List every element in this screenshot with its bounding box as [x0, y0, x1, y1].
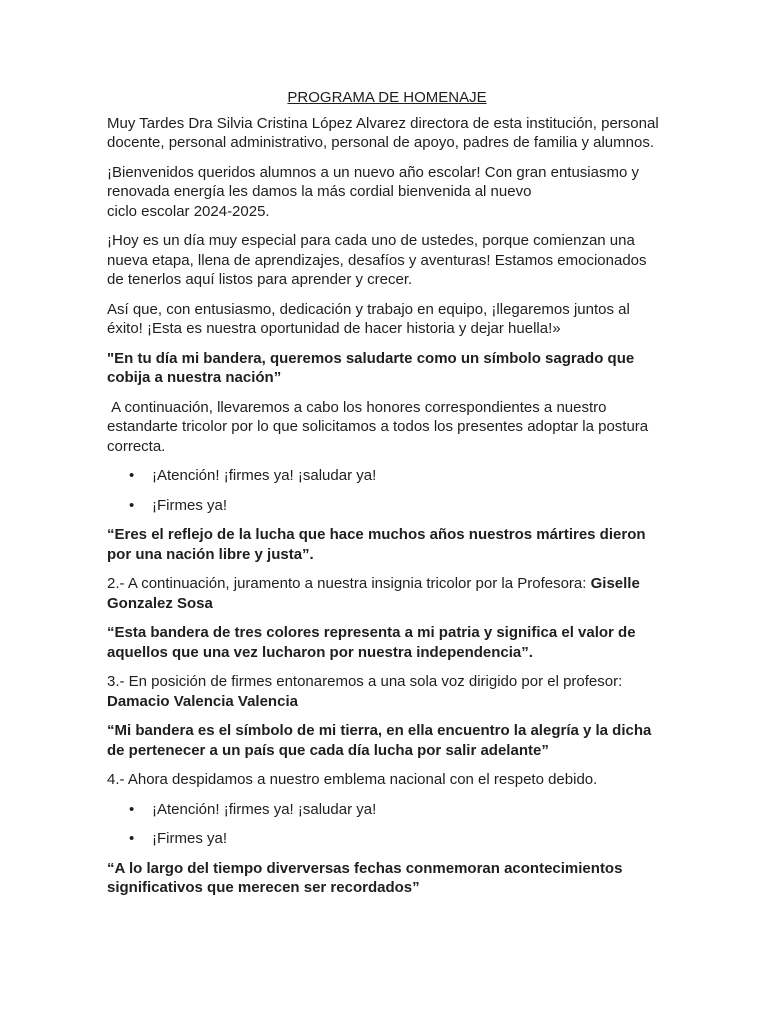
- commands-list-1: [107, 466, 667, 515]
- bullet-icon: •: [129, 496, 135, 514]
- quote-3: “Esta bandera de tres colores representa a mi patria y significa el valor de aquellos que una vez lucharon por nuestra independencia”.: [107, 624, 636, 661]
- quote-1: "En tu día mi bandera, queremos saludarte como un símbolo sagrado que cobija a nuestra nación”: [107, 349, 635, 386]
- list-item: • ¡Atención! ¡firmes ya! ¡saludar ya!: [129, 800, 377, 818]
- oath-text: 2.- A continuación, juramento a nuestra insignia tricolor por la Profesora:: [107, 575, 591, 592]
- farewell-paragraph: 4.- Ahora despidamos a nuestro emblema nacional con el respeto debido.: [107, 771, 598, 788]
- list-item: • ¡Atención! ¡firmes ya! ¡saludar ya!: [129, 467, 377, 484]
- welcome-line-2: ciclo escolar 2024-2025.: [107, 202, 270, 220]
- oath-paragraph: [107, 574, 667, 613]
- document-title: PROGRAMA DE HOMENAJE: [287, 89, 487, 106]
- quote-5: “A lo largo del tiempo diverversas fechas conmemoran acontecimientos significativos que merecen ser recordados”: [107, 859, 623, 896]
- bullet-icon: •: [129, 800, 135, 818]
- greeting-paragraph: Muy Tardes Dra Silvia Cristina López Alvarez directora de esta institución, personal docente, personal administrativo, personal de apoyo, padres de familia y alumnos.: [107, 114, 659, 151]
- together-paragraph: Así que, con entusiasmo, dedicación y trabajo en equipo, ¡llegaremos juntos al éxito! ¡Esta es nuestra oportunidad de hacer historia y dejar huella!»: [107, 300, 630, 337]
- commands-list-2: [107, 800, 667, 849]
- special-day-paragraph: ¡Hoy es un día muy especial para cada uno de ustedes, porque comienzan una nueva etapa, llena de aprendizajes, desafíos y aventuras! Estamos emocionados de tenerlos aquí listos para aprender y crecer.: [107, 232, 647, 288]
- anthem-paragraph: [107, 672, 667, 711]
- bullet-icon: •: [129, 467, 135, 484]
- quote-4: “Mi bandera es el símbolo de mi tierra, en ella encuentro la alegría y la dicha de pertenecer a un país que cada día lucha por salir adelante”: [107, 722, 652, 759]
- document-page: [107, 88, 667, 908]
- list-item: • ¡Firmes ya!: [129, 496, 227, 514]
- quote-2: “Eres el reflejo de la lucha que hace muchos años nuestros mártires dieron por una nación libre y justa”.: [107, 526, 646, 563]
- oath-teacher-name: Giselle Gonzalez Sosa: [107, 575, 640, 612]
- honors-paragraph: A continuación, llevaremos a cabo los honores correspondientes a nuestro estandarte tricolor por lo que solicitamos a todos los presentes adoptar la postura correcta.: [107, 398, 653, 455]
- welcome-paragraph: [107, 163, 667, 222]
- welcome-line-1: ¡Bienvenidos queridos alumnos a un nuevo año escolar! Con gran entusiasmo y renovada energía les damos la más cordial bienvenida al nuevo: [107, 163, 639, 200]
- bullet-icon: •: [129, 830, 135, 847]
- anthem-text: 3.- En posición de firmes entonaremos a una sola voz dirigido por el profesor:: [107, 673, 623, 690]
- list-item: • ¡Firmes ya!: [129, 830, 227, 847]
- anthem-teacher-name: Damacio Valencia Valencia: [107, 692, 298, 710]
